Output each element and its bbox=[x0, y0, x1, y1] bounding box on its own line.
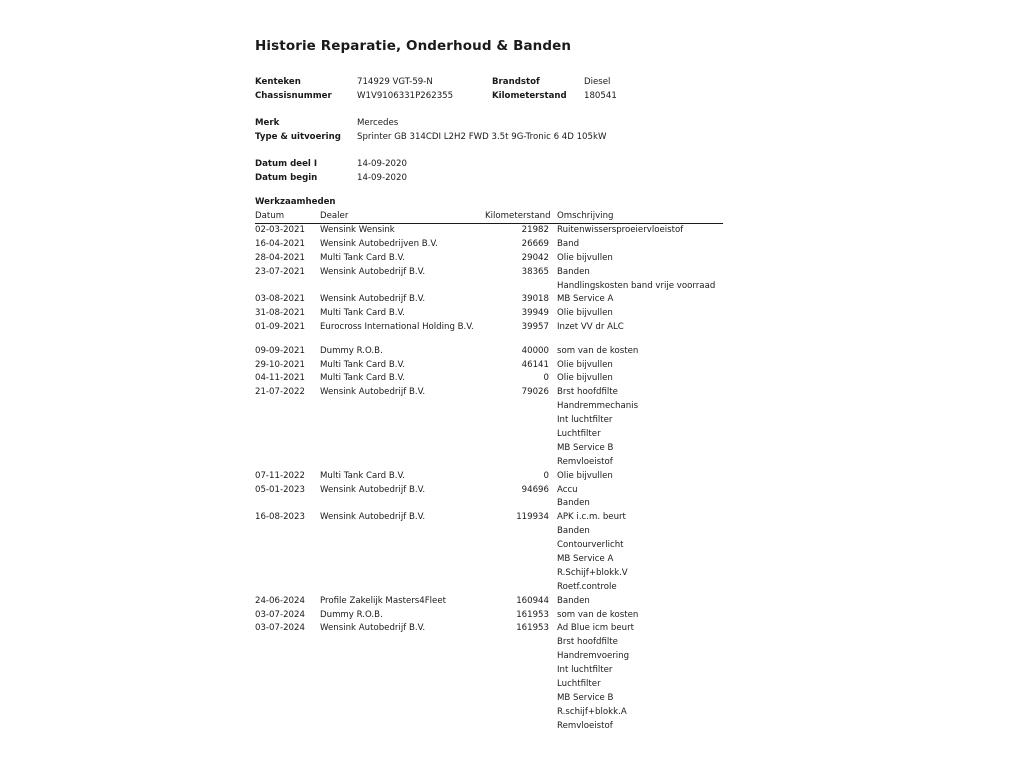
row-omschrijving bbox=[557, 609, 725, 623]
row-datum: 16-04-2021 bbox=[255, 238, 305, 249]
omschrijving-item: som van de kosten bbox=[557, 609, 639, 620]
brandstof-value: Diesel bbox=[584, 77, 611, 87]
row-datum: 28-04-2021 bbox=[255, 252, 305, 263]
row-dealer: Wensink Wensink bbox=[320, 225, 395, 235]
row-dealer: Dummy R.O.B. bbox=[320, 345, 383, 356]
row-omschrijving bbox=[557, 266, 725, 294]
row-kilometerstand: 38365 bbox=[521, 266, 549, 277]
omschrijving-item: APK i.c.m. beurt bbox=[557, 512, 626, 523]
row-omschrijving bbox=[557, 293, 725, 307]
header-omschrijving: Omschrijving bbox=[557, 211, 614, 221]
row-kilometerstand: 160944 bbox=[516, 595, 549, 606]
row-kilometerstand: 46141 bbox=[521, 359, 549, 370]
kilometerstand-label: Kilometerstand bbox=[492, 91, 567, 101]
vehicle-row-5 bbox=[255, 157, 725, 171]
header-kilometerstand: Kilometerstand bbox=[485, 211, 551, 221]
row-dealer: Eurocross International Holding B.V. bbox=[320, 322, 474, 333]
row-kilometerstand: 26669 bbox=[521, 238, 549, 249]
omschrijving-item: MB Service A bbox=[557, 294, 614, 305]
row-omschrijving bbox=[557, 345, 725, 359]
row-datum: 09-09-2021 bbox=[255, 345, 305, 356]
table-header bbox=[255, 209, 723, 224]
row-dealer: Profile Zakelijk Masters4Fleet bbox=[320, 595, 447, 606]
row-dealer: Wensink Autobedrijf B.V. bbox=[320, 266, 426, 277]
table-row bbox=[255, 622, 725, 733]
row-datum: 03-07-2024 bbox=[255, 609, 305, 620]
omschrijving-item: Int luchtfilter bbox=[557, 415, 613, 426]
omschrijving-item: Olie bijvullen bbox=[557, 470, 613, 481]
row-dealer: Wensink Autobedrijf B.V. bbox=[320, 387, 426, 398]
omschrijving-item: Banden bbox=[557, 595, 590, 606]
row-dealer: Dummy R.O.B. bbox=[320, 609, 383, 620]
datum-begin-label: Datum begin bbox=[255, 173, 318, 183]
row-kilometerstand: 79026 bbox=[521, 387, 549, 398]
omschrijving-item: Luchtfilter bbox=[557, 428, 601, 439]
row-datum: 31-08-2021 bbox=[255, 308, 305, 319]
row-dealer: Wensink Autobedrijven B.V. bbox=[320, 238, 438, 249]
omschrijving-item: Handremvoering bbox=[557, 651, 630, 662]
table-row bbox=[255, 372, 725, 386]
row-omschrijving bbox=[557, 321, 725, 344]
table-row bbox=[255, 307, 725, 321]
omschrijving-item: Int luchtfilter bbox=[557, 665, 613, 676]
omschrijving-item: Brst hoofdfilte bbox=[557, 387, 618, 398]
kilometerstand-value: 180541 bbox=[584, 91, 617, 101]
omschrijving-item: MB Service B bbox=[557, 442, 614, 453]
row-omschrijving bbox=[557, 511, 725, 594]
row-kilometerstand: 39949 bbox=[521, 308, 549, 319]
omschrijving-item: Olie bijvullen bbox=[557, 359, 613, 370]
row-kilometerstand: 0 bbox=[543, 373, 549, 384]
row-kilometerstand: 39957 bbox=[521, 322, 549, 333]
row-datum: 02-03-2021 bbox=[255, 225, 305, 235]
omschrijving-item: Luchtfilter bbox=[557, 679, 601, 689]
row-datum: 16-08-2023 bbox=[255, 512, 305, 523]
row-datum: 03-07-2024 bbox=[255, 623, 305, 634]
row-kilometerstand: 40000 bbox=[521, 345, 549, 356]
row-datum: 23-07-2021 bbox=[255, 266, 305, 277]
row-datum: 05-01-2023 bbox=[255, 484, 305, 495]
omschrijving-item: Ruitenwissersproeiervloeistof bbox=[557, 225, 684, 235]
row-kilometerstand: 119934 bbox=[516, 512, 549, 523]
row-datum: 03-08-2021 bbox=[255, 294, 305, 305]
row-dealer: Multi Tank Card B.V. bbox=[320, 470, 405, 481]
row-dealer: Wensink Autobedrijf B.V. bbox=[320, 512, 426, 523]
row-omschrijving bbox=[557, 224, 725, 238]
omschrijving-item: Inzet VV dr ALC bbox=[557, 322, 624, 333]
header-dealer: Dealer bbox=[320, 211, 349, 221]
table-row bbox=[255, 359, 725, 373]
row-omschrijving bbox=[557, 359, 725, 373]
type-label: Type & uitvoering bbox=[255, 132, 341, 142]
datum-deel-label: Datum deel I bbox=[255, 159, 318, 169]
table-body bbox=[255, 224, 725, 734]
vehicle-row-2 bbox=[255, 89, 725, 103]
omschrijving-item: Brst hoofdfilte bbox=[557, 637, 618, 648]
omschrijving-item: Accu bbox=[557, 484, 578, 495]
row-kilometerstand: 29042 bbox=[521, 252, 549, 263]
omschrijving-item: Contourverlicht bbox=[557, 540, 624, 551]
vehicle-row-4 bbox=[255, 130, 725, 144]
row-omschrijving bbox=[557, 307, 725, 321]
vehicle-row-6 bbox=[255, 171, 725, 185]
row-dealer: Wensink Autobedrijf B.V. bbox=[320, 294, 426, 305]
row-dealer: Multi Tank Card B.V. bbox=[320, 252, 405, 263]
datum-begin-value: 14-09-2020 bbox=[357, 173, 407, 183]
row-datum: 24-06-2024 bbox=[255, 595, 305, 606]
omschrijving-item: Roetf.controle bbox=[557, 581, 617, 592]
row-omschrijving bbox=[557, 252, 725, 266]
section-title: Werkzaamheden bbox=[255, 197, 336, 207]
row-omschrijving bbox=[557, 372, 725, 386]
merk-label: Merk bbox=[255, 118, 280, 128]
row-kilometerstand: 161953 bbox=[516, 609, 549, 620]
table-row bbox=[255, 511, 725, 594]
row-kilometerstand: 94696 bbox=[521, 484, 549, 495]
row-omschrijving bbox=[557, 622, 725, 733]
omschrijving-item: Remvloeistof bbox=[557, 720, 613, 731]
omschrijving-item: som van de kosten bbox=[557, 345, 639, 356]
row-kilometerstand: 21982 bbox=[521, 225, 549, 235]
omschrijving-item: MB Service A bbox=[557, 553, 614, 564]
row-kilometerstand: 161953 bbox=[516, 623, 549, 634]
omschrijving-item: Handremmechanis bbox=[557, 401, 639, 412]
row-omschrijving bbox=[557, 484, 725, 512]
row-dealer: Multi Tank Card B.V. bbox=[320, 359, 405, 370]
row-kilometerstand: 0 bbox=[543, 470, 549, 481]
omschrijving-item: Olie bijvullen bbox=[557, 373, 613, 384]
table-row bbox=[255, 238, 725, 252]
row-datum: 29-10-2021 bbox=[255, 359, 305, 370]
table-row bbox=[255, 293, 725, 307]
omschrijving-item: Banden bbox=[557, 266, 590, 277]
row-datum: 21-07-2022 bbox=[255, 387, 305, 398]
row-omschrijving bbox=[557, 386, 725, 469]
row-dealer: Wensink Autobedrijf B.V. bbox=[320, 484, 426, 495]
omschrijving-item: MB Service B bbox=[557, 692, 614, 703]
row-omschrijving bbox=[557, 238, 725, 252]
omschrijving-item: Ad Blue icm beurt bbox=[557, 623, 634, 634]
row-omschrijving bbox=[557, 470, 725, 484]
omschrijving-item: Banden bbox=[557, 498, 590, 509]
omschrijving-item: Banden bbox=[557, 526, 590, 537]
chassis-label: Chassisnummer bbox=[255, 91, 332, 101]
datum-deel-value: 14-09-2020 bbox=[357, 159, 407, 169]
table-row bbox=[255, 321, 725, 344]
table-row bbox=[255, 595, 725, 609]
omschrijving-item: Olie bijvullen bbox=[557, 252, 613, 263]
row-dealer: Wensink Autobedrijf B.V. bbox=[320, 623, 426, 634]
chassis-value: W1V9106331P262355 bbox=[357, 91, 454, 101]
merk-value: Mercedes bbox=[357, 118, 399, 128]
page-title: Historie Reparatie, Onderhoud & Banden bbox=[255, 38, 572, 54]
vehicle-row-1 bbox=[255, 75, 725, 89]
table-row bbox=[255, 484, 725, 512]
table-row bbox=[255, 345, 725, 359]
kenteken-label: Kenteken bbox=[255, 77, 301, 87]
row-kilometerstand: 39018 bbox=[521, 294, 549, 305]
omschrijving-item: R.Schijf+blokk.V bbox=[557, 567, 628, 578]
omschrijving-item: Band bbox=[557, 238, 580, 249]
omschrijving-item: Handlingskosten band vrije voorraad bbox=[557, 280, 716, 291]
row-datum: 07-11-2022 bbox=[255, 470, 305, 481]
report-page bbox=[255, 36, 725, 734]
vehicle-row-3 bbox=[255, 116, 725, 130]
table-row bbox=[255, 470, 725, 484]
type-value: Sprinter GB 314CDI L2H2 FWD 3.5t 9G-Tronic 6 4D 105kW bbox=[357, 132, 607, 142]
row-datum: 01-09-2021 bbox=[255, 322, 305, 333]
omschrijving-item: R.schijf+blokk.A bbox=[557, 706, 627, 717]
table-row bbox=[255, 609, 725, 623]
row-omschrijving bbox=[557, 595, 725, 609]
omschrijving-item: Olie bijvullen bbox=[557, 308, 613, 319]
table-row bbox=[255, 266, 725, 294]
row-dealer: Multi Tank Card B.V. bbox=[320, 373, 405, 384]
row-dealer: Multi Tank Card B.V. bbox=[320, 308, 405, 319]
kenteken-value: 714929 VGT-59-N bbox=[357, 77, 433, 87]
brandstof-label: Brandstof bbox=[492, 77, 540, 87]
table-row bbox=[255, 252, 725, 266]
omschrijving-item: Remvloeistof bbox=[557, 456, 613, 467]
row-datum: 04-11-2021 bbox=[255, 373, 305, 384]
table-row bbox=[255, 224, 725, 238]
header-datum: Datum bbox=[255, 211, 285, 221]
table-row bbox=[255, 386, 725, 469]
